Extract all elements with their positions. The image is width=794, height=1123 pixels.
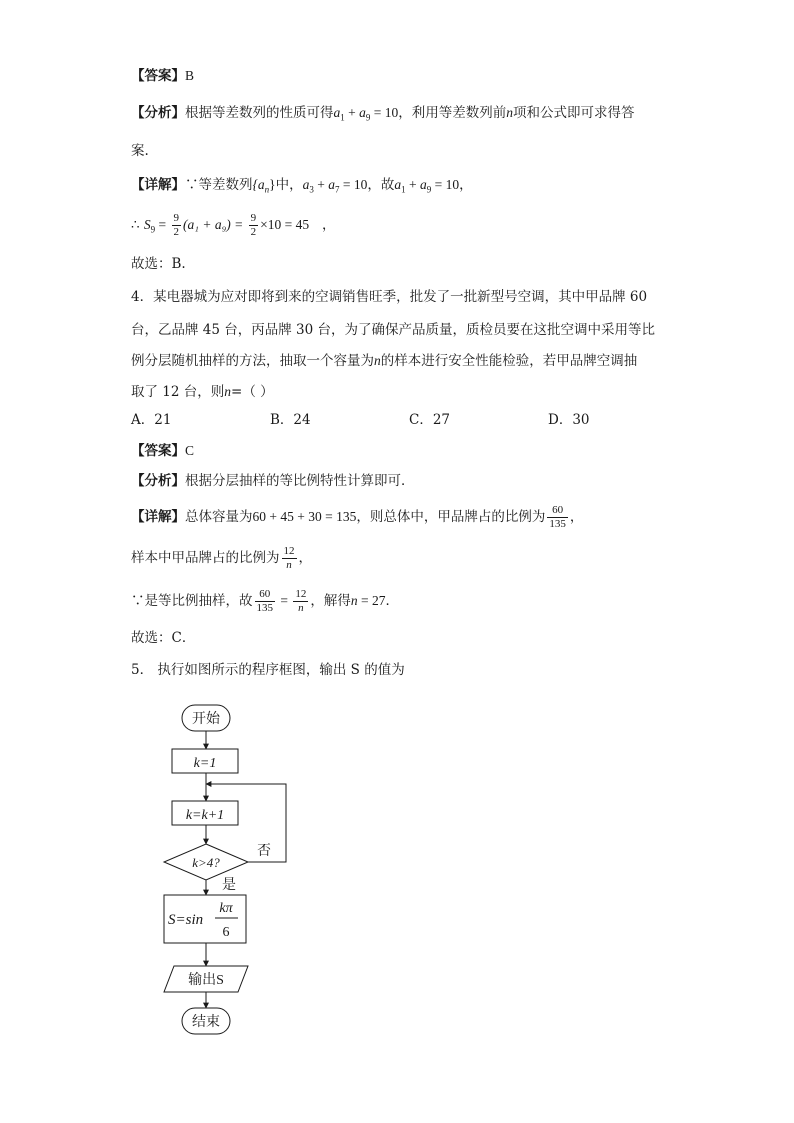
fraction: $\frac{60}{135}$: [256, 588, 273, 614]
init-label: k=1: [193, 756, 217, 771]
option-d[interactable]: D．30: [548, 412, 590, 428]
update-box: [172, 801, 238, 825]
analysis-tag: 【分析】: [131, 105, 185, 121]
q5-stem: 5． 执行如图所示的程序框图，输出 S 的值为: [131, 662, 405, 678]
q4-detail-line1: 【详解】总体容量为60 + 45 + 30 = 135，则总体中，甲品牌占的比例为 $\frac{60}{135}$ ，: [131, 504, 584, 530]
no-label: 否: [257, 844, 271, 859]
option-c[interactable]: C．27: [409, 412, 451, 428]
output-label: 输出S: [188, 973, 224, 988]
analysis-tag: 【分析】: [131, 473, 185, 489]
option-a[interactable]: A．21: [131, 412, 172, 428]
detail-tag: 【详解】: [131, 509, 185, 525]
q3-detail-line2: ∴ $S_9$ = $\frac{9}{2}$ (a₁ + a₉) = $\frac{9}{2}$ ×10 = 45 ，: [131, 212, 336, 238]
fraction: $\frac{60}{135}$: [549, 504, 566, 530]
q4-detail-line3: ∵是等比例抽样，故 $\frac{60}{135}$ = $\frac{12}{n}$ ，解得n = 27．: [131, 588, 399, 614]
init-box: [172, 749, 238, 773]
q4-analysis-line: 【分析】根据分层抽样的等比例特性计算即可．: [131, 473, 415, 489]
condition-label: k>4?: [192, 855, 220, 870]
end-label: 结束: [192, 1015, 220, 1030]
fraction: $\frac{12}{n}$: [295, 588, 307, 614]
option-b[interactable]: B．24: [270, 412, 311, 428]
end-terminal: [182, 1008, 230, 1034]
fraction: $\frac{12}{n}$: [283, 545, 295, 571]
q4-stem-line3: 例分层随机抽样的方法，抽取一个容量为n的样本进行安全性能检验，若甲品牌空调抽: [131, 353, 638, 369]
q4-conclusion: 故选：C．: [131, 630, 196, 646]
answer-tag: 【答案】: [131, 443, 185, 459]
answer-value: C: [185, 443, 195, 458]
analysis-text: 根据等差数列的性质可得: [185, 105, 334, 121]
yes-label: 是: [222, 878, 236, 893]
calc-numerator: kπ: [219, 901, 233, 916]
calc-denominator: 6: [222, 925, 230, 940]
update-label: k=k+1: [185, 808, 225, 823]
q4-options: [131, 410, 687, 430]
answer-value: B: [185, 68, 195, 83]
q3-analysis-line: 【分析】根据等差数列的性质可得$a_1 + a_9 = 10$，利用等差数列前n项和公式即可求得答: [131, 105, 635, 123]
detail-tag: 【详解】: [131, 177, 185, 193]
fraction: $\frac{9}{2}$: [250, 212, 257, 238]
q4-stem-line2: 台，乙品牌 45 台，丙品牌 30 台，为了确保产品质量，质检员要在这批空调中采用等比: [131, 322, 656, 338]
q3-conclusion: 故选：B.: [131, 256, 186, 272]
q4-stem-line4: 取了 12 台，则n=（ ）: [131, 384, 274, 400]
calc-left: S=sin: [168, 912, 204, 928]
q4-answer-line: [131, 441, 194, 461]
calc-box: [164, 895, 246, 943]
fraction: $\frac{9}{2}$: [173, 212, 180, 238]
q3-answer-line: [131, 66, 194, 86]
output-box: [164, 966, 248, 992]
q4-stem-line1: 4．某电器城为应对即将到来的空调销售旺季，批发了一批新型号空调，其中甲品牌 60: [131, 289, 648, 305]
answer-tag: 【答案】: [131, 68, 185, 84]
q3-analysis-cont: 案.: [131, 143, 149, 159]
condition-diamond: [164, 844, 248, 880]
q4-detail-line2: 样本中甲品牌占的比例为 $\frac{12}{n}$ ，: [131, 545, 312, 571]
start-label: 开始: [192, 712, 220, 727]
start-terminal: [182, 705, 230, 731]
q3-detail-line1: 【详解】∵等差数列$\{a_n\}$中，$a_3 + a_7 = 10$，故$a_1 + a_9 = 10$，: [131, 177, 473, 195]
